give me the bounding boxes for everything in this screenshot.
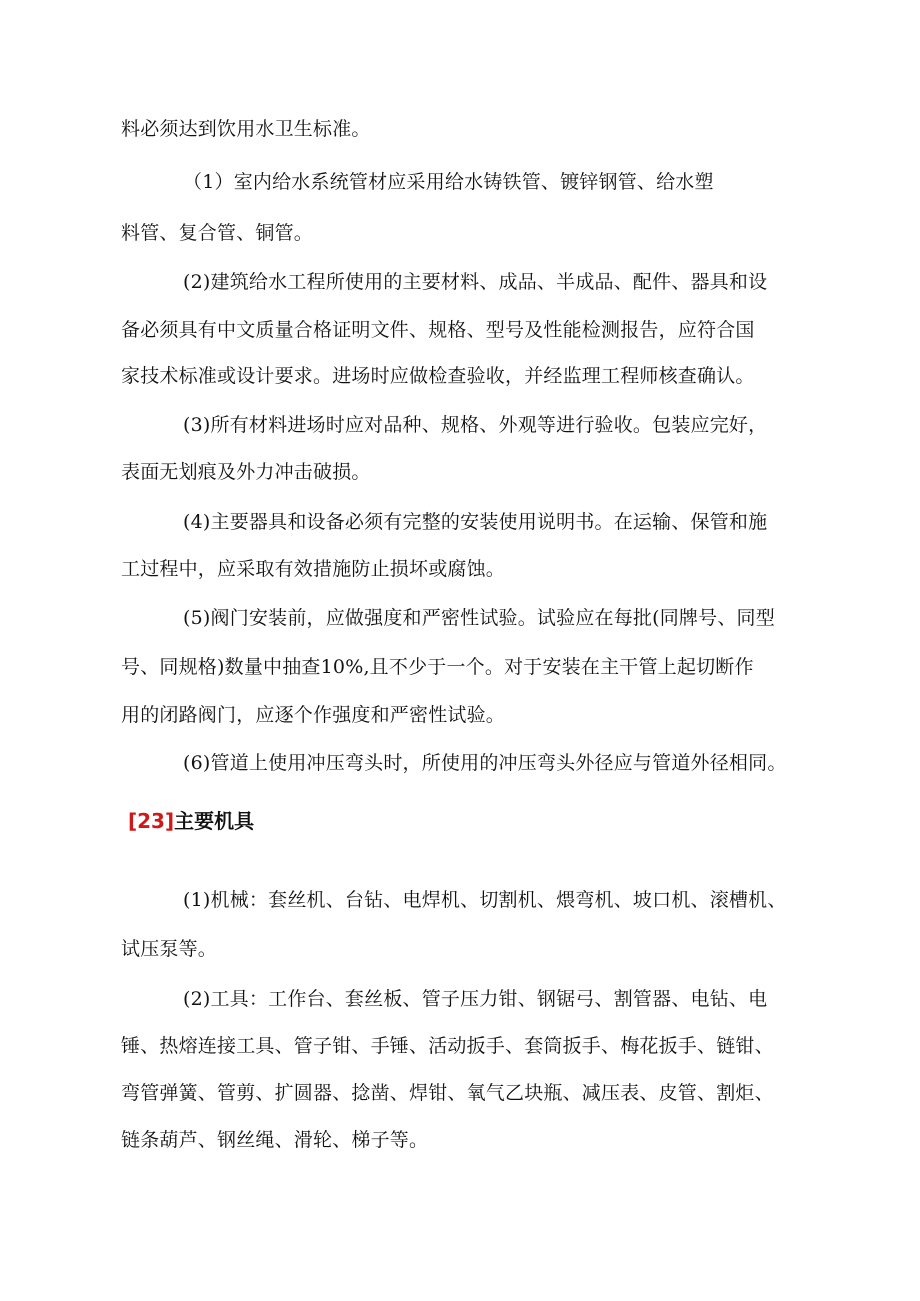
tools2-line1: (2)工具：工作台、套丝板、管子压力钳、钢锯弓、割管器、电钻、电 xyxy=(183,988,768,1010)
item2-line2: 备必须具有中文质量合格证明文件、规格、型号及性能检测报告，应符合国 xyxy=(121,319,755,341)
tools1-line1: (1)机械：套丝机、台钻、电焊机、切割机、煨弯机、坡口机、滚槽机、 xyxy=(183,889,787,911)
tools2-line3: 弯管弹簧、管剪、扩圆器、捻凿、焊钳、氧气乙块瓶、减压表、皮管、割炬、 xyxy=(121,1082,774,1104)
item1-line2: 料管、复合管、铜管。 xyxy=(121,222,314,244)
intro-line: 料必须达到饮用水卫生标准。 xyxy=(121,118,371,140)
item6-line1: (6)管道上使用冲压弯头时，所使用的冲压弯头外径应与管道外径相同。 xyxy=(183,752,787,774)
item4-line2: 工过程中，应采取有效措施防止损坏或腐蚀。 xyxy=(121,558,506,580)
tools2-line2: 锤、热熔连接工具、管子钳、手锤、活动扳手、套筒扳手、梅花扳手、链钳、 xyxy=(121,1035,774,1057)
item1-line1: （1）室内给水系统管材应采用给水铸铁管、镀锌钢管、给水塑 xyxy=(183,171,714,193)
tools2-line4: 链条葫芦、钢丝绳、滑轮、梯子等。 xyxy=(121,1129,429,1151)
item3-line2: 表面无划痕及外力冲击破损。 xyxy=(121,461,371,483)
section-title: 主要机具 xyxy=(174,809,255,833)
item5-line1: (5)阀门安装前，应做强度和严密性试验。试验应在每批(同牌号、同型 xyxy=(183,607,775,629)
tools1-line2: 试压泵等。 xyxy=(121,938,218,960)
item2-line3: 家技术标准或设计要求。进场时应做检查验收，并经监理工程师核查确认。 xyxy=(121,365,755,387)
item5-line3: 用的闭路阀门，应逐个作强度和严密性试验。 xyxy=(121,704,506,726)
item4-line1: (4)主要器具和设备必须有完整的安装使用说明书。在运输、保管和施 xyxy=(183,511,768,533)
section-number: [23] xyxy=(128,809,175,833)
section-heading xyxy=(128,808,254,834)
item5-line2: 号、同规格)数量中抽查10%,且不少于一个。对于安装在主干管上起切断作 xyxy=(121,656,754,678)
item2-line1: (2)建筑给水工程所使用的主要材料、成品、半成品、配件、器具和设 xyxy=(183,271,768,293)
item3-line1: (3)所有材料进场时应对品种、规格、外观等进行验收。包装应完好， xyxy=(183,414,768,436)
